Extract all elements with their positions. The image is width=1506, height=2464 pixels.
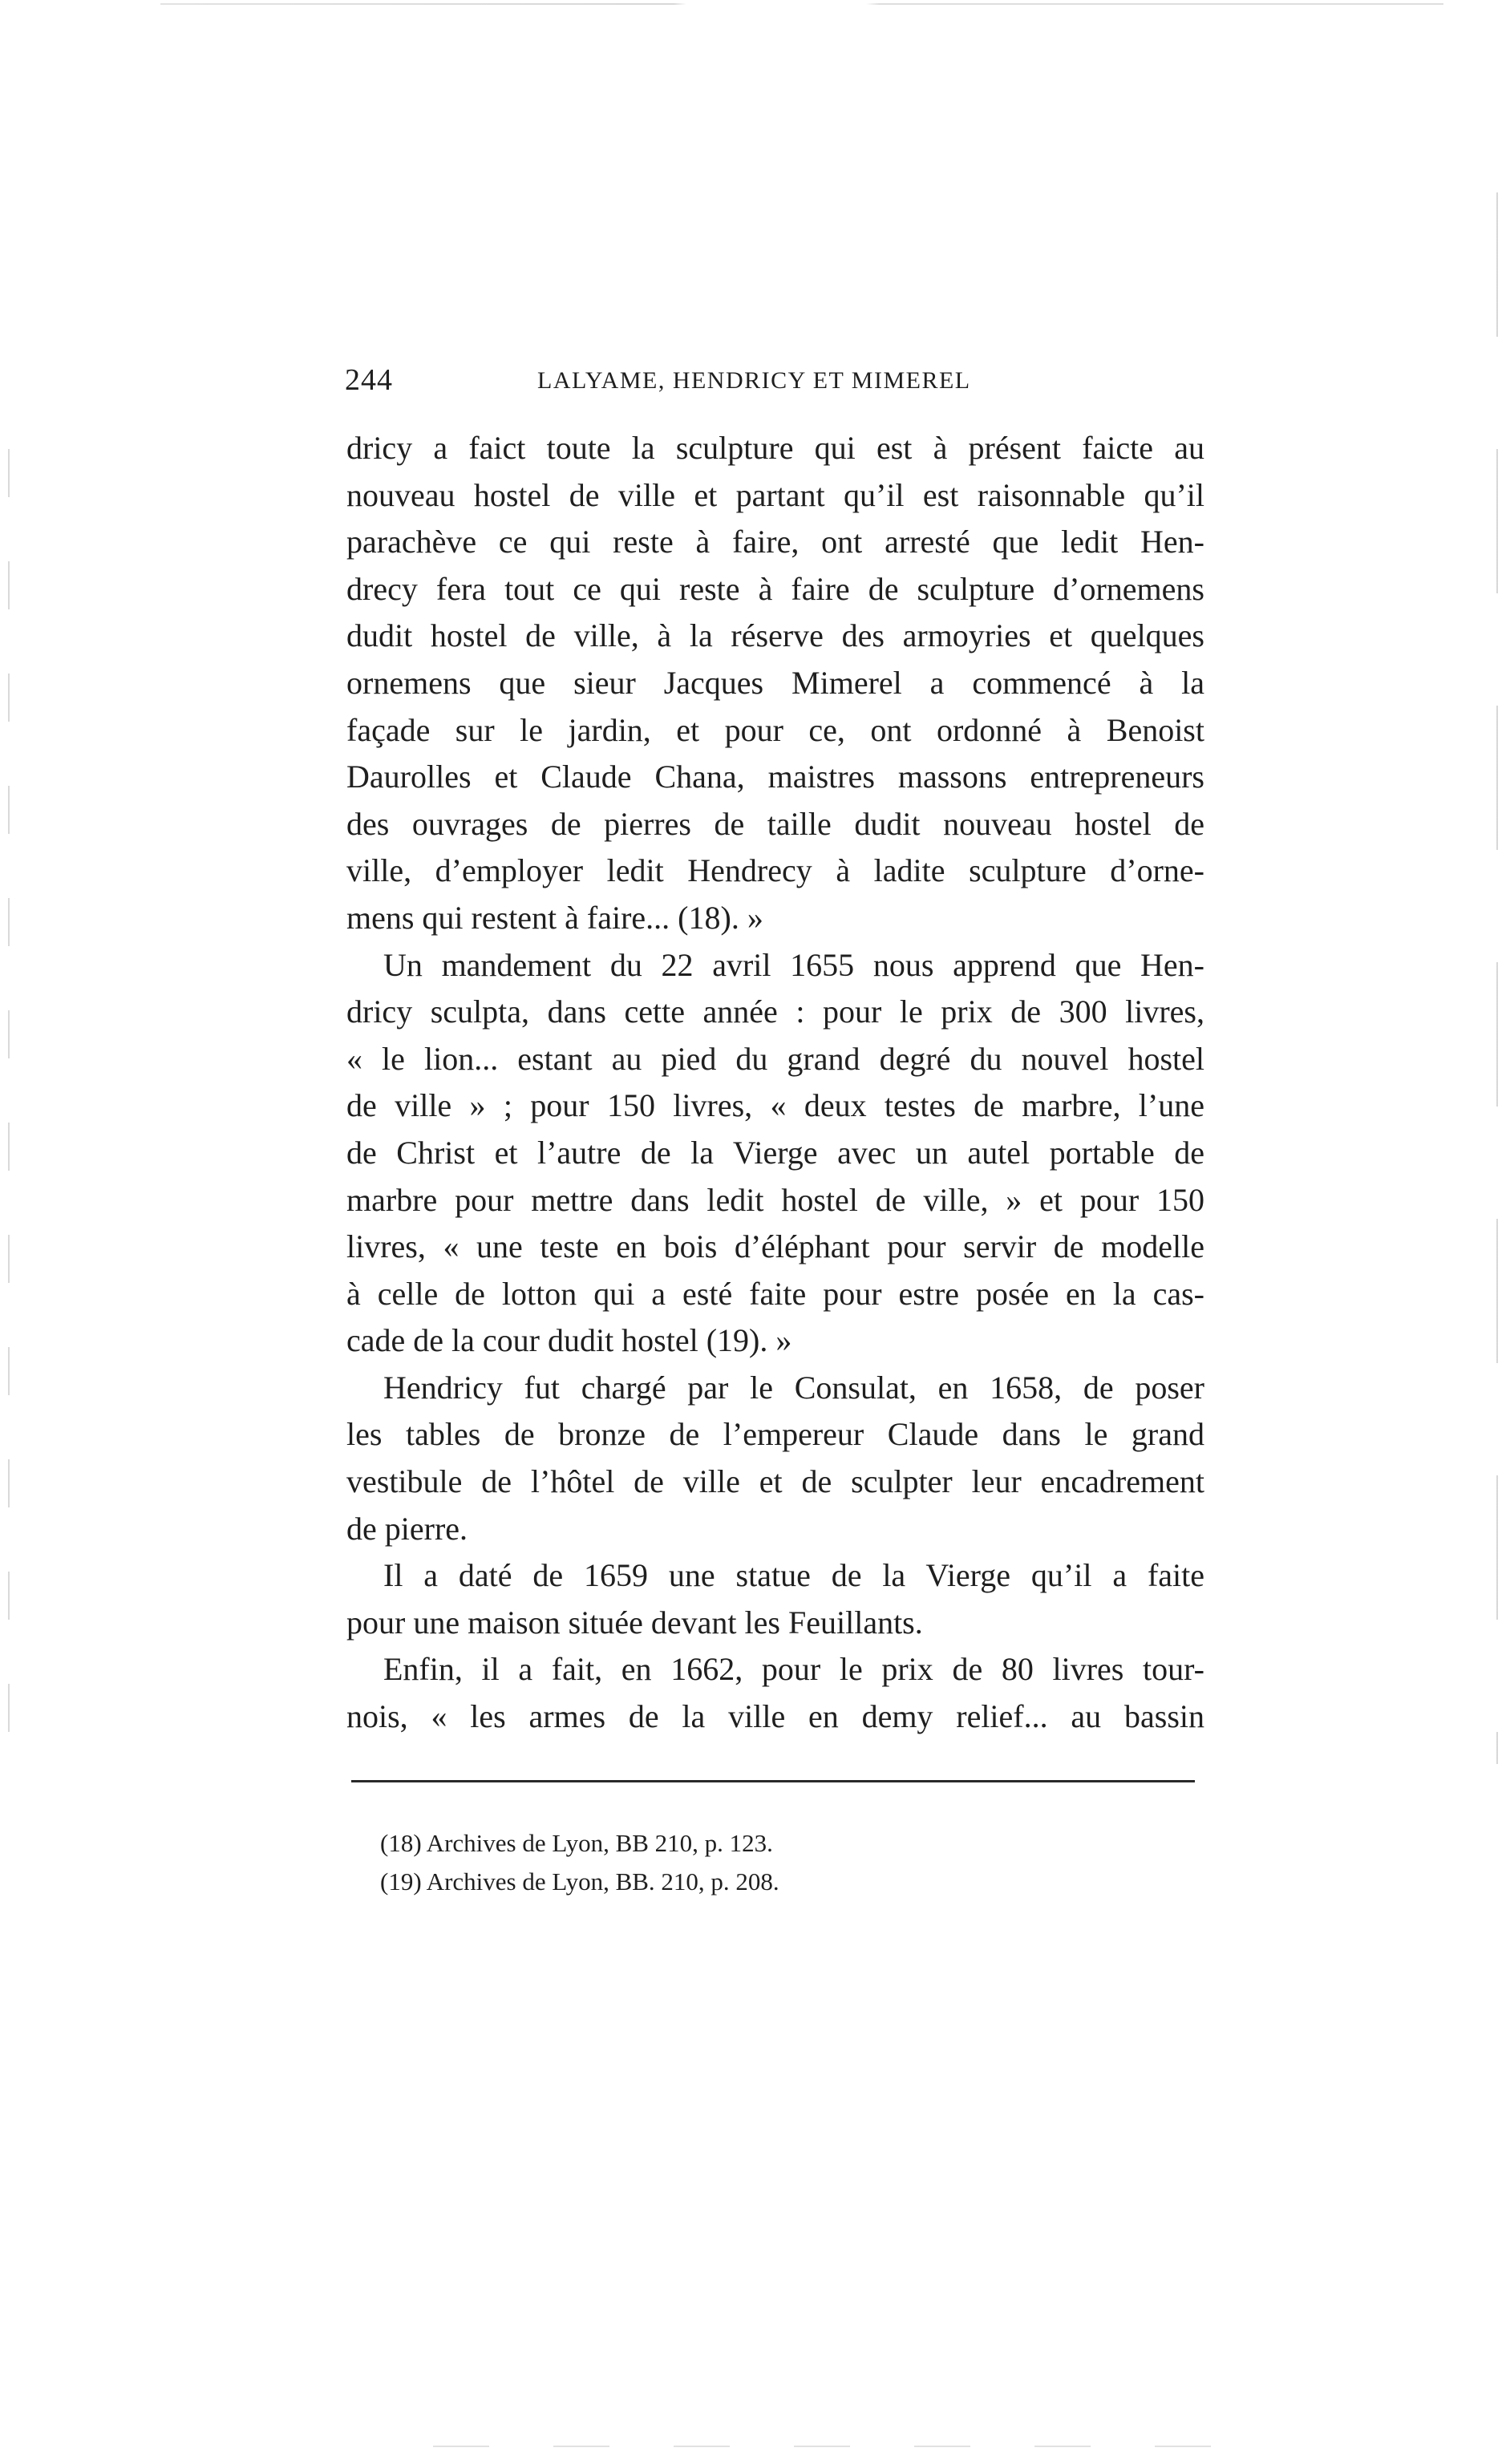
scan-edge-left xyxy=(8,449,10,1748)
text-line: Daurolles et Claude Chana, maistres massons entrepreneurs xyxy=(346,759,1204,795)
text-line: dudit hostel de ville, à la réserve des armoyries et quelques xyxy=(346,617,1204,654)
text-line: pour une maison située devant les Feuillants. xyxy=(346,1604,923,1641)
footnote-divider xyxy=(351,1780,1195,1782)
text-line: parachève ce qui reste à faire, ont arresté que ledit Hen- xyxy=(346,524,1204,560)
text-line: cade de la cour dudit hostel (19). » xyxy=(346,1322,792,1359)
text-line: nois, « les armes de la ville en demy relief... au bassin xyxy=(346,1698,1204,1735)
text-line: Hendricy fut chargé par le Consulat, en 1658, de poser xyxy=(383,1369,1204,1406)
text-line: de ville » ; pour 150 livres, « deux testes de marbre, l’une xyxy=(346,1087,1204,1124)
footnote-19: (19) Archives de Lyon, BB. 210, p. 208. xyxy=(380,1867,779,1896)
text-line: mens qui restent à faire... (18). » xyxy=(346,899,763,936)
text-line: « le lion... estant au pied du grand degré du nouvel hostel xyxy=(346,1040,1204,1077)
page-header xyxy=(345,362,1227,403)
scan-edge-bottom xyxy=(433,2446,1235,2447)
text-line: vestibule de l’hôtel de ville et de sculpter leur encadrement xyxy=(346,1463,1204,1500)
scan-edge-top xyxy=(160,3,1443,5)
footnote-18: (18) Archives de Lyon, BB 210, p. 123. xyxy=(380,1829,773,1857)
text-line: Il a daté de 1659 une statue de la Vierge qu’il a faite xyxy=(383,1557,1204,1594)
text-line: livres, « une teste en bois d’éléphant pour servir de modelle xyxy=(346,1228,1204,1265)
text-line: de Christ et l’autre de la Vierge avec un autel portable de xyxy=(346,1134,1204,1171)
text-line: drecy fera tout ce qui reste à faire de sculpture d’ornemens xyxy=(346,570,1204,607)
text-line: les tables de bronze de l’empereur Claude dans le grand xyxy=(346,1416,1204,1453)
text-line: à celle de lotton qui a esté faite pour estre posée en la cas- xyxy=(346,1275,1204,1312)
text-line: Enfin, il a fait, en 1662, pour le prix de 80 livres tour- xyxy=(383,1651,1204,1688)
text-line: ornemens que sieur Jacques Mimerel a commencé à la xyxy=(346,664,1204,701)
scan-edge-right xyxy=(1496,192,1498,1764)
text-line: de pierre. xyxy=(346,1510,468,1547)
text-line: Un mandement du 22 avril 1655 nous apprend que Hen- xyxy=(383,946,1204,983)
text-line: des ouvrages de pierres de taille dudit nouveau hostel de xyxy=(346,805,1204,842)
text-line: marbre pour mettre dans ledit hostel de ville, » et pour 150 xyxy=(346,1181,1204,1218)
footnotes xyxy=(380,1824,1182,1901)
page-number: 244 xyxy=(345,363,393,397)
text-line: dricy sculpta, dans cette année : pour le prix de 300 livres, xyxy=(346,993,1204,1030)
text-line: dricy a faict toute la sculpture qui est à présent faicte au xyxy=(346,430,1204,466)
text-line: nouveau hostel de ville et partant qu’il est raisonnable qu’il xyxy=(346,476,1204,513)
text-line: façade sur le jardin, et pour ce, ont ordonné à Benoist xyxy=(346,711,1204,748)
body-text xyxy=(346,425,1204,1741)
running-title: LALYAME, HENDRICY ET MIMEREL xyxy=(537,367,971,394)
text-line: ville, d’employer ledit Hendrecy à ladite sculpture d’orne- xyxy=(346,852,1204,889)
